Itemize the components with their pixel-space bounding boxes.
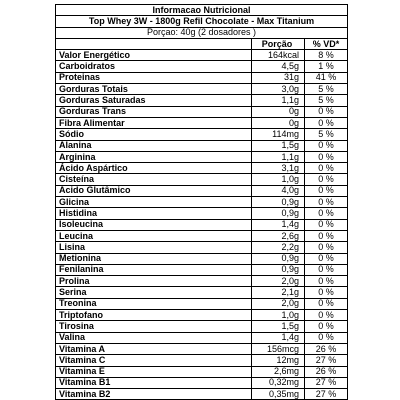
nutrient-portion: 1,0g: [252, 310, 305, 321]
table-row: [56, 343, 348, 354]
nutrient-dv: 0 %: [305, 298, 348, 309]
table-row: [56, 163, 348, 174]
nutrient-dv: 0 %: [305, 242, 348, 253]
nutrient-portion: 1,4g: [252, 332, 305, 343]
table-row: [56, 389, 348, 400]
nutrient-name: Metionina: [56, 253, 252, 264]
nutrient-name: Alanina: [56, 140, 252, 151]
nutrient-name: Ácido Aspártico: [56, 163, 252, 174]
nutrient-name: Vitamina C: [56, 355, 252, 366]
nutrient-dv: 41 %: [305, 72, 348, 83]
nutrient-dv: 27 %: [305, 389, 348, 400]
nutrient-name: Treonina: [56, 298, 252, 309]
nutrient-name: Vitamina A: [56, 343, 252, 354]
nutrient-portion: 0,35mg: [252, 389, 305, 400]
table-row: [56, 50, 348, 61]
nutrient-name: Fenilanina: [56, 264, 252, 275]
nutrient-portion: 31g: [252, 72, 305, 83]
nutrient-portion: 156mcg: [252, 343, 305, 354]
table-row: [56, 140, 348, 151]
nutrient-portion: 0,32mg: [252, 377, 305, 388]
nutrient-portion: 1,0g: [252, 174, 305, 185]
nutrient-dv: 0 %: [305, 151, 348, 162]
table-row: [56, 321, 348, 332]
table-row: [56, 355, 348, 366]
nutrient-name: Valor Energético: [56, 50, 252, 61]
table-row: [56, 197, 348, 208]
nutrition-table: [55, 4, 348, 400]
nutrient-dv: 0 %: [305, 264, 348, 275]
nutrient-dv: 0 %: [305, 219, 348, 230]
table-row: [56, 185, 348, 196]
nutrient-dv: 0 %: [305, 117, 348, 128]
table-row: [56, 72, 348, 83]
table-row: [56, 377, 348, 388]
nutrient-dv: 27 %: [305, 377, 348, 388]
nutrient-portion: 12mg: [252, 355, 305, 366]
nutrient-name: Valina: [56, 332, 252, 343]
table-title: Informacao Nutricional: [56, 5, 348, 16]
nutrient-name: Gorduras Saturadas: [56, 95, 252, 106]
nutrient-portion: 0,9g: [252, 264, 305, 275]
nutrient-dv: 0 %: [305, 230, 348, 241]
nutrient-dv: 0 %: [305, 197, 348, 208]
portion-row: [56, 27, 348, 38]
table-row: [56, 174, 348, 185]
table-row: [56, 95, 348, 106]
nutrient-portion: 0,9g: [252, 253, 305, 264]
portion-size: Porçao: 40g (2 dosadores ): [56, 27, 348, 38]
table-row: [56, 310, 348, 321]
table-row: [56, 287, 348, 298]
table-row: [56, 208, 348, 219]
nutrient-dv: 0 %: [305, 332, 348, 343]
nutrient-dv: 0 %: [305, 310, 348, 321]
nutrient-portion: 1,5g: [252, 321, 305, 332]
nutrient-name: Vitamina E: [56, 366, 252, 377]
nutrient-portion: 0g: [252, 106, 305, 117]
nutrient-portion: 2,2g: [252, 242, 305, 253]
table-row: [56, 117, 348, 128]
nutrient-name: Gorduras Totais: [56, 84, 252, 95]
nutrient-portion: 2,0g: [252, 298, 305, 309]
nutrient-name: Arginina: [56, 151, 252, 162]
nutrient-dv: 0 %: [305, 163, 348, 174]
nutrient-dv: 0 %: [305, 174, 348, 185]
table-row: [56, 151, 348, 162]
nutrient-dv: 0 %: [305, 185, 348, 196]
nutrient-dv: 26 %: [305, 343, 348, 354]
table-row: [56, 129, 348, 140]
nutrient-portion: 3,0g: [252, 84, 305, 95]
nutrient-portion: 0,9g: [252, 208, 305, 219]
nutrient-portion: 2,6g: [252, 230, 305, 241]
nutrient-portion: 1,1g: [252, 95, 305, 106]
nutrient-dv: 0 %: [305, 253, 348, 264]
nutrient-portion: 2,1g: [252, 287, 305, 298]
table-row: [56, 84, 348, 95]
table-row: [56, 219, 348, 230]
nutrient-name: Vitamina B2: [56, 389, 252, 400]
nutrient-dv: 26 %: [305, 366, 348, 377]
title-row: [56, 5, 348, 16]
nutrient-name: Cisteína: [56, 174, 252, 185]
nutrient-name: Leucina: [56, 230, 252, 241]
nutrient-portion: 0,9g: [252, 197, 305, 208]
nutrient-portion: 4,5g: [252, 61, 305, 72]
header-row: [56, 38, 348, 49]
table-row: [56, 264, 348, 275]
nutrient-name: Serina: [56, 287, 252, 298]
nutrient-name: Gorduras Trans: [56, 106, 252, 117]
nutrient-name: Prolina: [56, 276, 252, 287]
nutrient-name: Ácido Glutâmico: [56, 185, 252, 196]
table-row: [56, 276, 348, 287]
nutrient-name: Lisina: [56, 242, 252, 253]
table-row: [56, 253, 348, 264]
nutrient-portion: 114mg: [252, 129, 305, 140]
nutrient-portion: 164kcal: [252, 50, 305, 61]
nutrient-dv: 1 %: [305, 61, 348, 72]
nutrient-name: Carboidratos: [56, 61, 252, 72]
nutrient-name: Proteinas: [56, 72, 252, 83]
nutrient-name: Isoleucina: [56, 219, 252, 230]
nutrient-name: Triptofano: [56, 310, 252, 321]
nutrient-name: Fibra Alimentar: [56, 117, 252, 128]
nutrient-dv: 0 %: [305, 321, 348, 332]
table-row: [56, 106, 348, 117]
product-name: Top Whey 3W - 1800g Refil Chocolate - Max Titanium: [56, 16, 348, 27]
nutrition-table-body: [56, 5, 348, 400]
nutrient-portion: 1,5g: [252, 140, 305, 151]
nutrient-portion: 4,0g: [252, 185, 305, 196]
nutrient-dv: 0 %: [305, 287, 348, 298]
nutrient-dv: 0 %: [305, 106, 348, 117]
header-portion-cell: Porção: [252, 38, 305, 49]
nutrient-portion: 2,6mg: [252, 366, 305, 377]
table-row: [56, 366, 348, 377]
product-row: [56, 16, 348, 27]
header-name-cell: [56, 38, 252, 49]
nutrient-portion: 3,1g: [252, 163, 305, 174]
nutrient-dv: 0 %: [305, 208, 348, 219]
header-dv-cell: % VD*: [305, 38, 348, 49]
nutrient-name: Glicina: [56, 197, 252, 208]
nutrient-name: Histidina: [56, 208, 252, 219]
nutrient-dv: 5 %: [305, 84, 348, 95]
table-row: [56, 298, 348, 309]
nutrient-dv: 27 %: [305, 355, 348, 366]
nutrient-portion: 1,4g: [252, 219, 305, 230]
table-row: [56, 230, 348, 241]
table-row: [56, 332, 348, 343]
nutrient-portion: 2,0g: [252, 276, 305, 287]
nutrient-dv: 5 %: [305, 95, 348, 106]
nutrient-portion: 1,1g: [252, 151, 305, 162]
table-row: [56, 242, 348, 253]
nutrient-dv: 0 %: [305, 140, 348, 151]
nutrient-name: Tirosina: [56, 321, 252, 332]
table-row: [56, 61, 348, 72]
nutrient-portion: 0g: [252, 117, 305, 128]
nutrient-dv: 0 %: [305, 276, 348, 287]
nutrient-name: Sódio: [56, 129, 252, 140]
nutrient-dv: 5 %: [305, 129, 348, 140]
nutrient-name: Vitamina B1: [56, 377, 252, 388]
nutrient-dv: 8 %: [305, 50, 348, 61]
